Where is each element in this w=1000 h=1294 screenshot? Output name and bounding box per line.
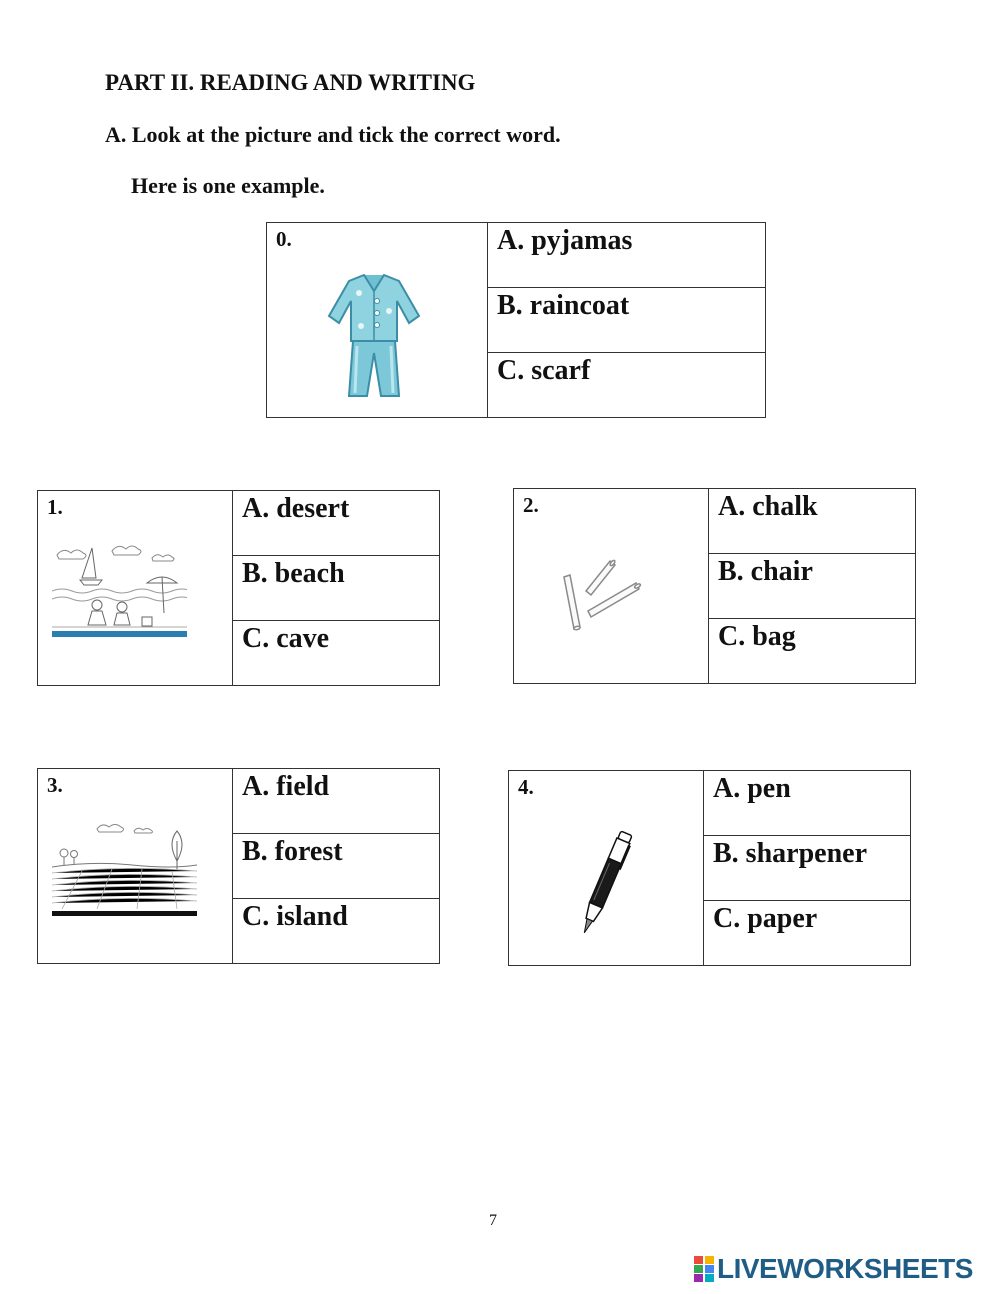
- question-0: [266, 222, 766, 418]
- question-number: 0.: [276, 227, 292, 251]
- option-a[interactable]: A. field: [233, 769, 440, 834]
- option-c[interactable]: C. paper: [704, 901, 911, 966]
- question-2-picture-cell: [514, 489, 709, 684]
- beach-scene-illustration: [52, 543, 187, 643]
- question-0-picture-cell: [267, 223, 488, 418]
- option-b[interactable]: B. sharpener: [704, 836, 911, 901]
- question-number: 2.: [523, 493, 539, 517]
- option-b[interactable]: B. forest: [233, 834, 440, 899]
- option-b[interactable]: B. beach: [233, 556, 440, 621]
- question-4-picture-cell: [509, 771, 704, 966]
- pyjamas-illustration: [319, 271, 429, 401]
- question-3-picture-cell: [38, 769, 233, 964]
- liveworksheets-logo-icon: [694, 1256, 714, 1282]
- question-number: 4.: [518, 775, 534, 799]
- question-4: [508, 770, 911, 966]
- question-1: [37, 490, 440, 686]
- brand-name: LIVEWORKSHEETS: [717, 1253, 973, 1284]
- option-a[interactable]: A. pen: [704, 771, 911, 836]
- question-3: [37, 768, 440, 964]
- option-c[interactable]: C. island: [233, 899, 440, 964]
- question-1-picture-cell: [38, 491, 233, 686]
- instruction: A. Look at the picture and tick the correct word.: [105, 122, 561, 147]
- question-2: [513, 488, 916, 684]
- field-landscape-illustration: [52, 821, 197, 921]
- option-a[interactable]: A. desert: [233, 491, 440, 556]
- part-title: PART II. READING AND WRITING: [105, 70, 476, 95]
- question-number: 3.: [47, 773, 63, 797]
- option-b[interactable]: B. raincoat: [488, 288, 766, 353]
- chalk-sticks-illustration: [558, 555, 648, 645]
- page-number: 7: [489, 1212, 497, 1229]
- option-a[interactable]: A. pyjamas: [488, 223, 766, 288]
- option-c[interactable]: C. cave: [233, 621, 440, 686]
- option-b[interactable]: B. chair: [709, 554, 916, 619]
- option-c[interactable]: C. bag: [709, 619, 916, 684]
- question-number: 1.: [47, 495, 63, 519]
- option-c[interactable]: C. scarf: [488, 353, 766, 418]
- pen-illustration: [565, 827, 645, 942]
- option-a[interactable]: A. chalk: [709, 489, 916, 554]
- brand-logo: [694, 1254, 973, 1284]
- example-note: Here is one example.: [131, 173, 325, 198]
